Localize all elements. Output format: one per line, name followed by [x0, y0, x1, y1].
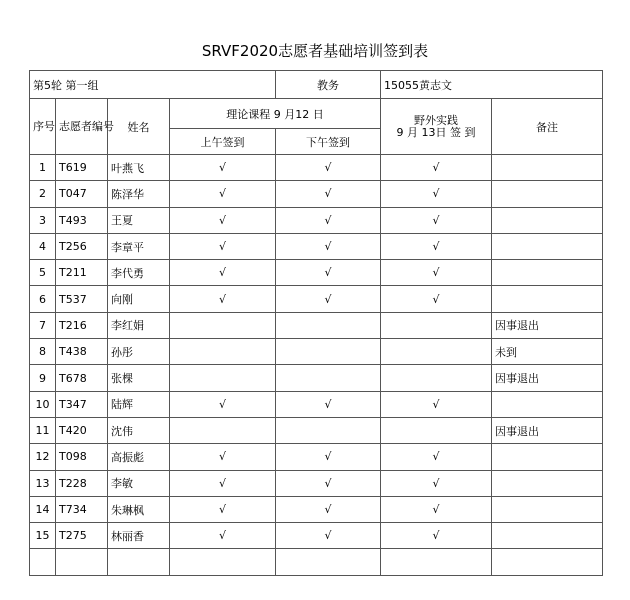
- cell-am-check: [170, 365, 276, 391]
- empty-cell: [492, 549, 603, 575]
- cell-code: T678: [56, 365, 108, 391]
- header-am: 上午签到: [170, 129, 276, 155]
- cell-pm-check: √: [276, 260, 381, 286]
- cell-note: 因事退出: [492, 365, 603, 391]
- role-label: 教务: [276, 71, 381, 99]
- signin-table: [29, 70, 603, 576]
- table-row: [30, 391, 603, 417]
- cell-note: [492, 260, 603, 286]
- cell-seq: 1: [30, 155, 56, 181]
- cell-seq: 14: [30, 496, 56, 522]
- cell-note: 未到: [492, 339, 603, 365]
- cell-code: T619: [56, 155, 108, 181]
- cell-seq: 5: [30, 260, 56, 286]
- cell-am-check: √: [170, 470, 276, 496]
- table-row: [30, 417, 603, 443]
- cell-note: 因事退出: [492, 312, 603, 338]
- header-theory: 理论课程 9 月12 日: [170, 99, 381, 129]
- cell-name: 李红娟: [108, 312, 170, 338]
- cell-pm-check: √: [276, 470, 381, 496]
- cell-code: T493: [56, 207, 108, 233]
- cell-field-check: √: [381, 233, 492, 259]
- cell-am-check: √: [170, 260, 276, 286]
- cell-field-check: √: [381, 470, 492, 496]
- table-body: [30, 155, 603, 549]
- cell-am-check: √: [170, 207, 276, 233]
- table-row: [30, 155, 603, 181]
- cell-field-check: √: [381, 155, 492, 181]
- cell-pm-check: √: [276, 155, 381, 181]
- cell-name: 陈泽华: [108, 181, 170, 207]
- cell-note: [492, 233, 603, 259]
- cell-field-check: √: [381, 496, 492, 522]
- cell-pm-check: [276, 339, 381, 365]
- empty-cell: [56, 549, 108, 575]
- cell-am-check: √: [170, 286, 276, 312]
- cell-field-check: √: [381, 523, 492, 549]
- header-seq: 序号: [30, 99, 56, 155]
- cell-name: 陆辉: [108, 391, 170, 417]
- cell-code: T211: [56, 260, 108, 286]
- cell-note: [492, 523, 603, 549]
- cell-name: 李代勇: [108, 260, 170, 286]
- header-pm: 下午签到: [276, 129, 381, 155]
- cell-field-check: √: [381, 286, 492, 312]
- table-row: [30, 286, 603, 312]
- table-row: [30, 207, 603, 233]
- cell-pm-check: √: [276, 391, 381, 417]
- table-row: [30, 339, 603, 365]
- cell-seq: 13: [30, 470, 56, 496]
- cell-code: T216: [56, 312, 108, 338]
- cell-seq: 11: [30, 417, 56, 443]
- cell-field-check: √: [381, 444, 492, 470]
- table-row: [30, 470, 603, 496]
- header-code: 志愿者编号: [56, 99, 108, 155]
- cell-am-check: √: [170, 233, 276, 259]
- cell-note: 因事退出: [492, 417, 603, 443]
- cell-pm-check: [276, 312, 381, 338]
- cell-name: 李敏: [108, 470, 170, 496]
- group-label: 第5轮 第一组: [30, 71, 276, 99]
- header-field: 野外实践 9 月 13日 签 到: [381, 99, 492, 155]
- cell-note: [492, 470, 603, 496]
- cell-code: T275: [56, 523, 108, 549]
- cell-name: 朱琳枫: [108, 496, 170, 522]
- header-name: 姓名: [108, 99, 170, 155]
- table-row: [30, 496, 603, 522]
- cell-seq: 9: [30, 365, 56, 391]
- cell-note: [492, 444, 603, 470]
- table-row: [30, 312, 603, 338]
- cell-code: T098: [56, 444, 108, 470]
- cell-field-check: [381, 312, 492, 338]
- cell-pm-check: √: [276, 523, 381, 549]
- cell-name: 沈伟: [108, 417, 170, 443]
- cell-field-check: √: [381, 260, 492, 286]
- cell-code: T347: [56, 391, 108, 417]
- table-row: [30, 523, 603, 549]
- cell-pm-check: [276, 417, 381, 443]
- header-note: 备注: [492, 99, 603, 155]
- cell-code: T228: [56, 470, 108, 496]
- cell-am-check: √: [170, 444, 276, 470]
- cell-seq: 12: [30, 444, 56, 470]
- cell-note: [492, 207, 603, 233]
- cell-name: 林丽香: [108, 523, 170, 549]
- cell-name: 王夏: [108, 207, 170, 233]
- table-row: [30, 181, 603, 207]
- cell-pm-check: √: [276, 207, 381, 233]
- table-row: [30, 444, 603, 470]
- cell-note: [492, 286, 603, 312]
- cell-seq: 7: [30, 312, 56, 338]
- cell-name: 孙彤: [108, 339, 170, 365]
- table-row: [30, 260, 603, 286]
- cell-code: T537: [56, 286, 108, 312]
- cell-field-check: √: [381, 391, 492, 417]
- role-value: 15055黄志文: [381, 71, 603, 99]
- cell-code: T047: [56, 181, 108, 207]
- empty-cell: [170, 549, 276, 575]
- empty-cell: [276, 549, 381, 575]
- cell-seq: 8: [30, 339, 56, 365]
- cell-am-check: √: [170, 181, 276, 207]
- empty-cell: [108, 549, 170, 575]
- cell-name: 向刚: [108, 286, 170, 312]
- cell-field-check: [381, 365, 492, 391]
- cell-seq: 10: [30, 391, 56, 417]
- cell-seq: 4: [30, 233, 56, 259]
- info-row: [30, 71, 603, 99]
- cell-code: T734: [56, 496, 108, 522]
- cell-am-check: [170, 312, 276, 338]
- cell-field-check: √: [381, 207, 492, 233]
- cell-pm-check: √: [276, 444, 381, 470]
- cell-field-check: √: [381, 181, 492, 207]
- cell-am-check: √: [170, 155, 276, 181]
- cell-note: [492, 496, 603, 522]
- header-row: [30, 99, 603, 129]
- cell-field-check: [381, 417, 492, 443]
- cell-am-check: √: [170, 496, 276, 522]
- cell-code: T438: [56, 339, 108, 365]
- cell-seq: 2: [30, 181, 56, 207]
- cell-note: [492, 181, 603, 207]
- table-row: [30, 365, 603, 391]
- cell-pm-check: √: [276, 286, 381, 312]
- empty-row: [30, 549, 603, 575]
- cell-name: 叶燕飞: [108, 155, 170, 181]
- empty-cell: [381, 549, 492, 575]
- cell-note: [492, 155, 603, 181]
- cell-code: T420: [56, 417, 108, 443]
- cell-am-check: [170, 417, 276, 443]
- cell-am-check: √: [170, 391, 276, 417]
- cell-am-check: [170, 339, 276, 365]
- cell-pm-check: [276, 365, 381, 391]
- cell-code: T256: [56, 233, 108, 259]
- cell-name: 李章平: [108, 233, 170, 259]
- cell-name: 张棵: [108, 365, 170, 391]
- cell-field-check: [381, 339, 492, 365]
- cell-seq: 6: [30, 286, 56, 312]
- table-row: [30, 233, 603, 259]
- cell-pm-check: √: [276, 496, 381, 522]
- cell-note: [492, 391, 603, 417]
- empty-cell: [30, 549, 56, 575]
- cell-name: 高振彪: [108, 444, 170, 470]
- cell-seq: 15: [30, 523, 56, 549]
- page-title: SRVF2020志愿者基础培训签到表: [201, 42, 429, 60]
- cell-seq: 3: [30, 207, 56, 233]
- cell-am-check: √: [170, 523, 276, 549]
- cell-pm-check: √: [276, 233, 381, 259]
- cell-pm-check: √: [276, 181, 381, 207]
